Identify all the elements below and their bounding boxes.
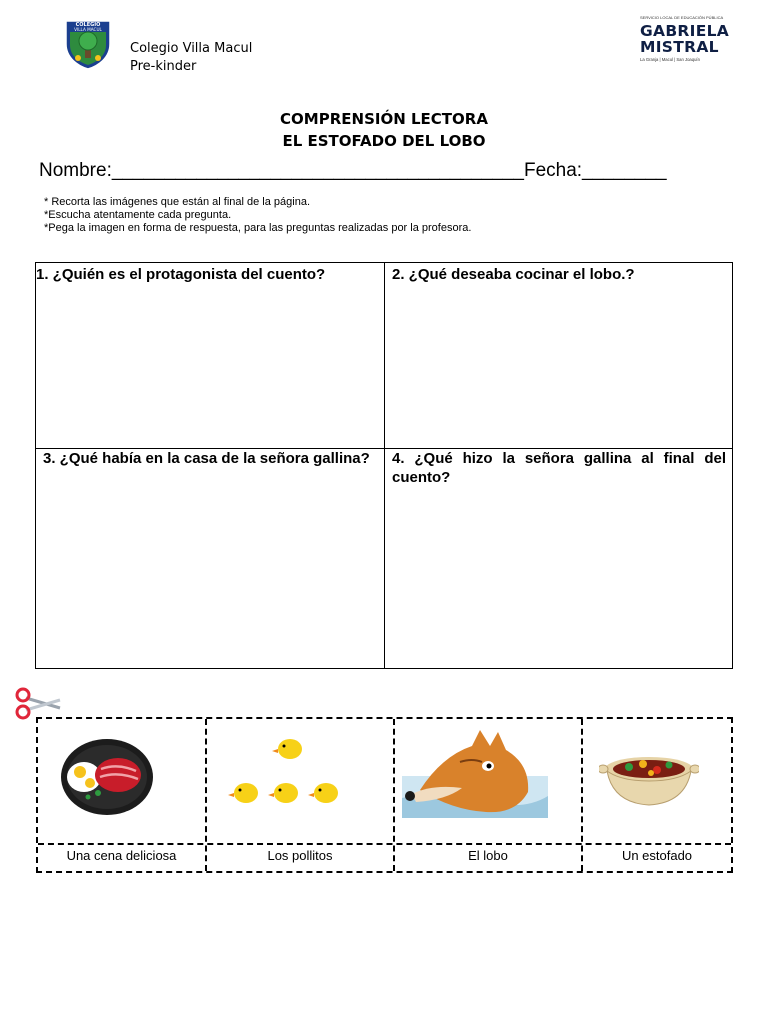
cut-line [38, 843, 731, 845]
instruction-item: *Escucha atentamente cada pregunta. [44, 209, 232, 221]
agency-sub-text: La Granja | Macul | San Joaquín [640, 57, 700, 62]
question-2: 2. ¿Qué deseaba cocinar el lobo.? [392, 266, 635, 283]
instruction-item: * Recorta las imágenes que están al final de la página. [44, 196, 311, 208]
chick-icon [272, 739, 302, 759]
wolf-icon[interactable] [402, 728, 548, 818]
school-logo [62, 18, 114, 70]
agency-brand-line1: GABRIELA [640, 22, 730, 40]
agency-logo [640, 16, 740, 64]
instructions [44, 196, 471, 235]
dinner-plate-icon[interactable] [58, 735, 156, 819]
cutout-strip [36, 717, 733, 873]
chick-icon [308, 783, 338, 803]
chicks-icon[interactable] [226, 733, 350, 813]
chick-icon [228, 783, 258, 803]
agency-brand [640, 23, 729, 55]
svg-text:VILLA MACUL: VILLA MACUL [74, 27, 102, 32]
question-1: 1. ¿Quién es el protagonista del cuento? [36, 266, 326, 283]
question-3: 3. ¿Qué había en la casa de la señora gallina? [43, 450, 370, 467]
agency-small-text: SERVICIO LOCAL DE EDUCACIÓN PÚBLICA [640, 15, 724, 20]
cutout-caption: El lobo [468, 848, 508, 863]
agency-brand-line2: MISTRAL [640, 38, 719, 56]
grid-divider [384, 263, 385, 668]
cutout-caption: Una cena deliciosa [66, 848, 177, 863]
question-grid [35, 262, 733, 669]
name-date-line[interactable]: Nombre:_______________________________________Fecha:________ [39, 160, 667, 181]
scissors-icon [14, 686, 62, 720]
page-title: COMPRENSIÓN LECTORA [280, 110, 488, 128]
instruction-item: *Pega la imagen en forma de respuesta, para las preguntas realizadas por la profesora. [44, 222, 472, 234]
cutout-caption: Los pollitos [267, 848, 333, 863]
school-name-line: Colegio Villa Macul [130, 41, 253, 56]
grade-level: Pre-kinder [130, 59, 197, 74]
cutout-caption: Un estofado [621, 848, 693, 863]
story-title: EL ESTOFADO DEL LOBO [282, 132, 486, 150]
svg-text:COLEGIO: COLEGIO [75, 22, 101, 28]
school-name [130, 40, 252, 76]
chick-icon [268, 783, 298, 803]
stew-bowl-icon[interactable] [599, 749, 699, 809]
question-4: 4. ¿Qué hizo la señora gallina al final del cuento? [392, 450, 726, 486]
